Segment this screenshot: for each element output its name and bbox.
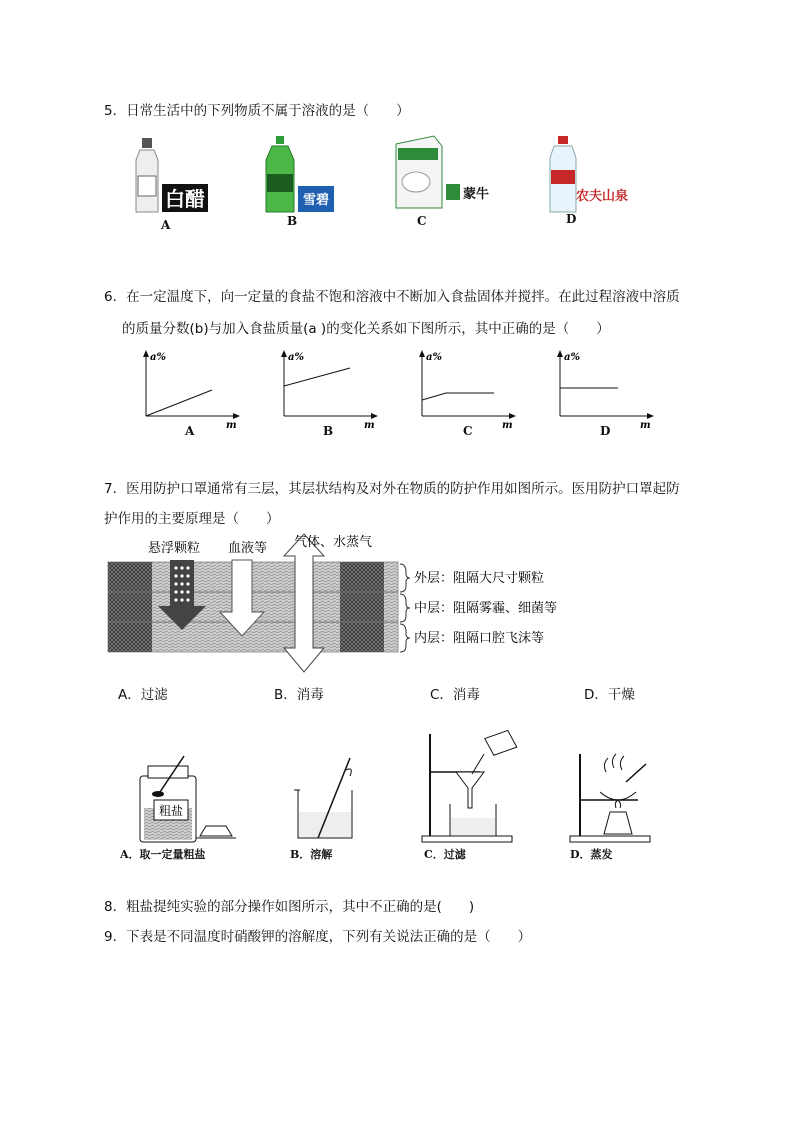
q6-c-xlabel: m [502,420,513,431]
q8-text: 8．粗盐提纯实验的部分操作如图所示，其中不正确的是( ) [104,899,475,915]
q6-label-d: D [600,424,611,438]
q6-graph-b [278,350,378,431]
q6-graph-c [416,350,516,431]
q5-image-c [394,136,498,210]
q8-image-d [566,748,666,844]
q5-d-product: 农夫山泉 [575,189,629,204]
q7-option-d: D．干燥 [584,687,635,703]
q5-label-c: C [417,214,427,228]
q6-d-ylabel: a% [564,352,580,363]
q5-a-product: 白醋 [165,187,205,211]
q6-text-line1: 6．在一定温度下，向一定量的食盐不饱和溶液中不断加入食盐固体并搅拌。在此过程溶液中溶质 [104,289,680,305]
q6-c-ylabel: a% [426,352,442,363]
q5-image-d [550,136,640,214]
q6-a-ylabel: a% [150,352,166,363]
q6-label-c: C [463,424,473,438]
q5-image-a [136,136,216,216]
q7-option-c: C．消毒 [430,687,480,703]
q8-jar-label: 粗盐 [158,804,184,818]
q8-image-a [130,752,240,844]
q6-a-xlabel: m [226,420,237,431]
q8-image-b [290,752,370,844]
q5-c-product: 蒙牛 [462,187,490,202]
q7-arrow-label-blood: 血液等 [228,541,268,556]
q6-b-xlabel: m [364,420,375,431]
q5-label-b: B [287,214,298,228]
q5-text: 5．日常生活中的下列物质不属于溶液的是（ ） [104,103,410,119]
q7-arrow-label-particles: 悬浮颗粒 [148,541,201,556]
q7-arrow-label-gas: 气体、水蒸气 [294,535,373,550]
q7-layer-outer: 外层：阻隔大尺寸颗粒 [414,571,545,586]
q6-label-b: B [323,424,334,438]
q7-text-line1: 7．医用防护口罩通常有三层，其层状结构及对外在物质的防护作用如图所示。医用防护口罩起防 [104,481,680,497]
q9-text: 9．下表是不同温度时硝酸钾的溶解度，下列有关说法正确的是（ ） [104,929,532,945]
q6-label-a: A [185,424,195,438]
q8-image-c [420,732,530,844]
q5-b-product: 雪碧 [302,193,330,208]
q7-option-b: B．消毒 [274,687,324,703]
q8-caption-a: A．取一定量粗盐 [120,848,206,861]
q5-image-b [264,136,336,216]
q8-caption-b: B．溶解 [290,848,333,861]
q8-caption-c: C．过滤 [424,848,466,861]
q6-text-line2: 的质量分数(b)与加入食盐质量(a )的变化关系如下图所示，其中正确的是（ ） [122,321,610,337]
q6-graph-a [140,350,240,431]
q7-mask-diagram [108,534,578,674]
q7-layer-middle: 中层：阻隔雾霾、细菌等 [414,601,558,616]
q5-label-a: A [161,218,171,232]
q7-layer-inner: 内层：阻隔口腔飞沫等 [414,631,545,646]
q6-b-ylabel: a% [288,352,304,363]
q6-d-xlabel: m [640,420,651,431]
q5-label-d: D [566,212,577,226]
q8-caption-d: D．蒸发 [570,848,613,861]
q7-text-line2: 护作用的主要原理是（ ） [104,511,280,527]
q6-graph-d [554,350,654,431]
q7-option-a: A．过滤 [118,687,168,703]
